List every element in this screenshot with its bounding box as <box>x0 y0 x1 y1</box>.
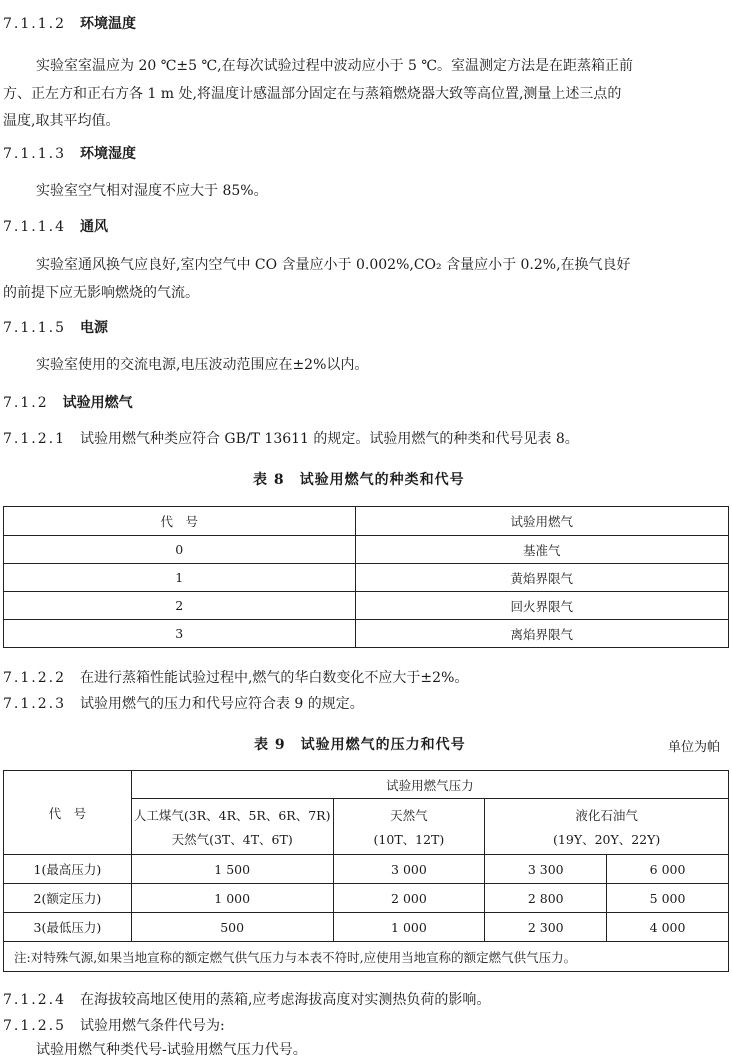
table-header-row <box>4 507 729 536</box>
clause-7-1-2-1 <box>3 429 579 449</box>
table-header-cell <box>485 799 729 855</box>
section-number: 7.1.1.3 <box>3 146 66 162</box>
clause-number: 7.1.2.1 <box>3 431 66 447</box>
table-cell: 2 000 <box>333 884 485 913</box>
table-cell: 3(最低压力) <box>4 913 132 942</box>
table-header-cell <box>333 799 485 855</box>
table-cell: 5 000 <box>607 884 729 913</box>
table-9 <box>3 770 729 972</box>
section-title: 试验用燃气 <box>62 395 133 411</box>
table-header-row <box>4 771 729 799</box>
table-cell: 1(最高压力) <box>4 855 132 884</box>
clause-text: 试验用燃气种类应符合 GB/T 13611 的规定。试验用燃气的种类和代号见表 8。 <box>79 431 579 447</box>
section-number: 7.1.1.4 <box>3 219 66 235</box>
header-line: 液化石油气 <box>575 807 638 823</box>
clause-7-1-2-3 <box>3 694 364 714</box>
header-line: (10T、12T) <box>373 831 445 847</box>
table-cell: 离焰界限气 <box>355 620 728 648</box>
clause-text: 在海拔较高地区使用的蒸箱,应考虑海拔高度对实测热负荷的影响。 <box>79 992 491 1008</box>
table-cell: 1 000 <box>333 913 485 942</box>
table-cell: 2 <box>4 592 356 620</box>
table-cell: 2 800 <box>485 884 607 913</box>
section-number: 7.1.2 <box>3 395 49 411</box>
table-header-cell-code: 代 号 <box>4 771 132 855</box>
table-row <box>4 536 729 564</box>
table-cell: 6 000 <box>607 855 729 884</box>
section-title: 环境温度 <box>79 16 136 32</box>
table-row <box>4 592 729 620</box>
paragraph-line: 温度,取其平均值。 <box>3 113 120 129</box>
table-cell: 2 300 <box>485 913 607 942</box>
header-line: (19Y、20Y、22Y) <box>553 831 661 847</box>
table-cell: 3 <box>4 620 356 648</box>
table-row <box>4 884 729 913</box>
table-header-cell <box>131 799 333 855</box>
section-number: 7.1.1.5 <box>3 320 66 336</box>
table-cell: 1 500 <box>131 855 333 884</box>
header-line: 天然气 <box>390 807 428 823</box>
table-row <box>4 564 729 592</box>
table-cell: 3 000 <box>333 855 485 884</box>
section-title: 通风 <box>79 219 108 235</box>
table-cell: 3 300 <box>485 855 607 884</box>
clause-text: 在进行蒸箱性能试验过程中,燃气的华白数变化不应大于±2%。 <box>79 670 469 686</box>
clause-7-1-2-2 <box>3 668 468 688</box>
paragraph-line: 试验用燃气种类代号-试验用燃气压力代号。 <box>36 1042 307 1058</box>
table-cell: 回火界限气 <box>355 592 728 620</box>
paragraph-line: 方、正左方和正右方各 1 m 处,将温度计感温部分固定在与蒸箱燃烧器大致等高位置,测量上述三点的 <box>3 86 622 102</box>
clause-number: 7.1.2.2 <box>3 670 66 686</box>
table-8-caption: 表 8 试验用燃气的种类和代号 <box>253 472 465 488</box>
header-line: 天然气(3T、4T、6T) <box>171 831 293 847</box>
clause-text: 试验用燃气的压力和代号应符合表 9 的规定。 <box>79 696 364 712</box>
table-cell: 4 000 <box>607 913 729 942</box>
clause-number: 7.1.2.5 <box>3 1018 66 1034</box>
clause-number: 7.1.2.3 <box>3 696 66 712</box>
table-note-row <box>4 942 729 972</box>
table-cell: 基准气 <box>355 536 728 564</box>
paragraph-line: 实验室空气相对湿度不应大于 85%。 <box>36 183 268 199</box>
paragraph-line: 实验室室温应为 20 ℃±5 ℃,在每次试验过程中波动应小于 5 ℃。室温测定方法是在距蒸箱正前 <box>36 58 634 74</box>
table-cell: 1 <box>4 564 356 592</box>
section-heading-7-1-1-2 <box>3 14 136 34</box>
table-header-cell: 试验用燃气 <box>355 507 728 536</box>
section-heading-7-1-1-4 <box>3 217 108 237</box>
paragraph-line: 实验室使用的交流电源,电压波动范围应在±2%以内。 <box>36 357 369 373</box>
table-cell: 1 000 <box>131 884 333 913</box>
table-header-cell-group: 试验用燃气压力 <box>131 771 728 799</box>
clause-text: 试验用燃气条件代号为: <box>79 1018 225 1034</box>
paragraph-line: 的前提下应无影响燃烧的气流。 <box>3 285 199 301</box>
clause-number: 7.1.2.4 <box>3 992 66 1008</box>
table-row <box>4 620 729 648</box>
table-note: 注:对特殊气源,如果当地宣称的额定燃气供气压力与本表不符时,应使用当地宣称的额定燃气供气压力。 <box>4 942 729 972</box>
table-cell: 黄焰界限气 <box>355 564 728 592</box>
section-heading-7-1-1-3 <box>3 144 136 164</box>
section-heading-7-1-2 <box>3 393 133 413</box>
table-9-unit: 单位为帕 <box>668 740 721 755</box>
clause-7-1-2-5 <box>3 1016 225 1036</box>
table-8 <box>3 506 729 648</box>
paragraph-line: 实验室通风换气应良好,室内空气中 CO 含量应小于 0.002%,CO₂ 含量应小于 0.2%,在换气良好 <box>36 257 631 273</box>
table-cell: 2(额定压力) <box>4 884 132 913</box>
table-header-cell: 代 号 <box>4 507 356 536</box>
section-number: 7.1.1.2 <box>3 16 66 32</box>
table-row <box>4 855 729 884</box>
section-heading-7-1-1-5 <box>3 318 108 338</box>
table-cell: 0 <box>4 536 356 564</box>
table-row <box>4 913 729 942</box>
clause-7-1-2-4 <box>3 990 490 1010</box>
table-9-caption: 表 9 试验用燃气的压力和代号 <box>254 737 466 753</box>
table-cell: 500 <box>131 913 333 942</box>
section-title: 环境湿度 <box>79 146 136 162</box>
header-line: 人工煤气(3R、4R、5R、6R、7R) <box>133 807 331 823</box>
section-title: 电源 <box>79 320 108 336</box>
